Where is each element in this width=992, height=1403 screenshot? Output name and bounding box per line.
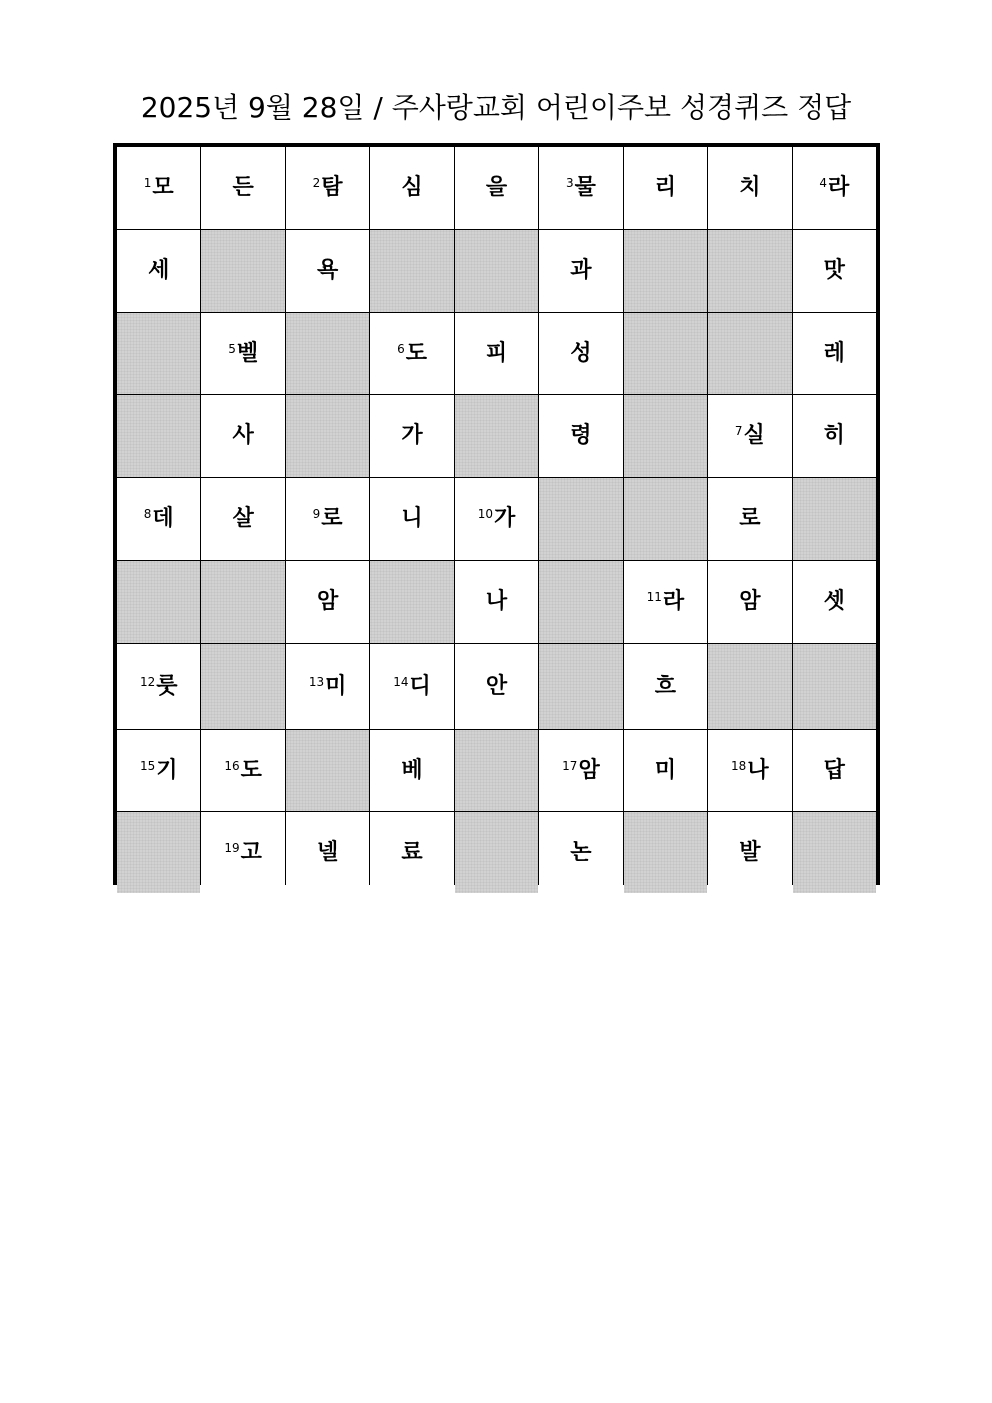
answer-cell [708, 561, 791, 643]
clue-number: 3 [565, 176, 574, 190]
answer-cell [201, 395, 284, 477]
answer-cell [286, 644, 369, 729]
answer-cell [793, 147, 876, 229]
blocked-cell [708, 230, 791, 312]
answer-letter: 기 [156, 757, 178, 783]
answer-cell-content [478, 508, 516, 530]
answer-cell [708, 812, 791, 893]
clue-number: 17 [562, 758, 578, 773]
answer-letter: 맛 [823, 258, 845, 283]
answer-cell [539, 147, 622, 229]
answer-cell [370, 478, 453, 560]
answer-cell-content [824, 260, 845, 282]
clue-number: 5 [228, 341, 236, 356]
answer-cell [455, 644, 538, 729]
answer-letter: 피 [485, 340, 508, 366]
answer-letter: 나 [747, 757, 769, 783]
answer-cell-content [139, 673, 178, 699]
answer-cell-content [819, 177, 849, 199]
answer-letter: 과 [570, 258, 592, 283]
clue-number: 15 [139, 758, 156, 773]
blocked-cell [793, 478, 876, 560]
answer-letter: 실 [743, 423, 765, 448]
answer-letter: 고 [240, 839, 262, 865]
answer-cell-content [397, 340, 427, 366]
answer-cell [624, 730, 707, 811]
crossword-grid [113, 143, 880, 885]
answer-letter: 베 [401, 757, 423, 783]
answer-cell [455, 561, 538, 643]
answer-cell [793, 730, 876, 811]
answer-letter: 답 [823, 757, 845, 783]
answer-cell [201, 147, 284, 229]
blocked-cell [624, 230, 707, 312]
answer-cell-content [731, 757, 769, 783]
answer-cell-content [570, 260, 591, 282]
answer-cell [455, 478, 538, 560]
answer-cell-content [654, 757, 677, 783]
answer-cell-content [655, 177, 676, 199]
answer-letter: 탐 [321, 175, 343, 200]
answer-cell-content [485, 340, 508, 366]
answer-letter: 을 [485, 175, 508, 200]
answer-cell [455, 147, 538, 229]
answer-cell-content [823, 340, 845, 366]
blocked-cell [793, 644, 876, 729]
answer-letter: 세 [148, 258, 170, 283]
blocked-cell [793, 812, 876, 893]
answer-cell [117, 730, 200, 811]
answer-cell-content [739, 177, 760, 199]
answer-letter: 심 [401, 175, 423, 200]
page-title: 2025년 9월 28일 / 주사랑교회 어린이주보 성경퀴즈 정답 [140, 91, 852, 124]
answer-letter: 가 [494, 506, 516, 531]
answer-cell [455, 313, 538, 394]
answer-letter: 료 [401, 839, 423, 865]
answer-cell [201, 313, 284, 394]
answer-cell-content [228, 340, 259, 366]
blocked-cell [117, 313, 200, 394]
answer-letter: 룻 [156, 673, 178, 699]
answer-cell-content [144, 177, 174, 199]
answer-letter: 셋 [823, 589, 845, 614]
answer-cell-content [144, 508, 174, 530]
answer-cell [286, 147, 369, 229]
answer-cell [201, 730, 284, 811]
answer-letter: 넬 [316, 839, 339, 865]
answer-cell-content [566, 177, 596, 199]
answer-cell-content [393, 673, 431, 699]
answer-cell-content [316, 839, 339, 865]
answer-letter: 살 [232, 506, 254, 531]
answer-cell-content [224, 757, 262, 783]
answer-letter: 로 [321, 506, 343, 531]
answer-cell-content [570, 340, 592, 366]
answer-letter: 치 [739, 175, 761, 200]
answer-letter: 리 [654, 175, 677, 200]
answer-letter: 암 [739, 589, 761, 614]
answer-letter: 령 [570, 423, 592, 448]
answer-cell-content [401, 757, 423, 783]
answer-letter: 라 [662, 589, 685, 614]
blocked-cell [201, 230, 284, 312]
answer-letter: 욕 [316, 258, 339, 283]
answer-letter: 발 [739, 839, 761, 865]
answer-cell-content [401, 839, 423, 865]
answer-cell-content [486, 591, 507, 613]
answer-cell-content [233, 177, 254, 199]
answer-cell [793, 313, 876, 394]
answer-letter: 흐 [654, 673, 677, 699]
answer-cell [539, 395, 622, 477]
answer-cell [117, 230, 200, 312]
clue-number: 7 [734, 424, 743, 438]
answer-cell [117, 147, 200, 229]
clue-number: 16 [224, 758, 240, 773]
blocked-cell [117, 561, 200, 643]
answer-cell-content [401, 508, 422, 530]
answer-cell-content [224, 839, 262, 865]
answer-letter: 안 [485, 673, 508, 699]
answer-cell-content [647, 591, 685, 613]
blocked-cell [117, 812, 200, 893]
blocked-cell [286, 730, 369, 811]
answer-letter: 나 [485, 589, 508, 614]
answer-cell [539, 230, 622, 312]
answer-cell-content [313, 177, 343, 199]
answer-cell-content [317, 260, 338, 282]
answer-cell [539, 730, 622, 811]
answer-cell-content [485, 673, 508, 699]
blocked-cell [455, 812, 538, 893]
answer-cell-content [148, 260, 169, 282]
clue-number: 8 [143, 507, 152, 521]
answer-letter: 모 [152, 175, 174, 200]
answer-cell [370, 313, 453, 394]
blocked-cell [370, 230, 453, 312]
blocked-cell [455, 230, 538, 312]
answer-cell [708, 395, 791, 477]
answer-cell-content [824, 591, 845, 613]
answer-cell-content [317, 591, 338, 613]
answer-cell [793, 561, 876, 643]
answer-cell [793, 395, 876, 477]
answer-letter: 니 [401, 506, 423, 531]
answer-cell [624, 644, 707, 729]
clue-number: 19 [224, 840, 240, 855]
blocked-cell [370, 561, 453, 643]
clue-number: 13 [308, 674, 325, 689]
answer-cell-content [735, 425, 765, 447]
blocked-cell [539, 644, 622, 729]
blocked-cell [117, 395, 200, 477]
answer-cell-content [313, 508, 343, 530]
answer-cell [708, 730, 791, 811]
blocked-cell [201, 644, 284, 729]
clue-number: 4 [819, 176, 827, 190]
answer-letter: 물 [574, 175, 596, 200]
answer-cell-content [823, 757, 845, 783]
blocked-cell [624, 313, 707, 394]
blocked-cell [539, 561, 622, 643]
answer-letter: 사 [232, 423, 254, 448]
answer-letter: 암 [316, 589, 339, 614]
answer-cell [708, 478, 791, 560]
answer-letter: 라 [827, 175, 850, 200]
answer-cell [286, 812, 369, 893]
blocked-cell [286, 395, 369, 477]
blocked-cell [708, 313, 791, 394]
answer-cell-content [654, 673, 677, 699]
answer-cell [708, 147, 791, 229]
answer-cell [793, 230, 876, 312]
clue-number: 18 [731, 758, 747, 773]
blocked-cell [455, 730, 538, 811]
clue-number: 9 [312, 507, 321, 521]
answer-cell-content [233, 425, 254, 447]
answer-cell-content [139, 757, 178, 783]
answer-cell [624, 561, 707, 643]
answer-cell [201, 812, 284, 893]
answer-letter: 미 [325, 673, 347, 699]
answer-cell [370, 812, 453, 893]
blocked-cell [286, 313, 369, 394]
answer-cell-content [401, 177, 422, 199]
answer-letter: 레 [823, 340, 845, 366]
clue-number: 1 [143, 176, 152, 190]
answer-cell-content [233, 508, 254, 530]
answer-cell [370, 395, 453, 477]
answer-letter: 미 [654, 757, 677, 783]
answer-cell [370, 644, 453, 729]
blocked-cell [539, 478, 622, 560]
answer-cell [286, 478, 369, 560]
answer-letter: 도 [240, 757, 262, 783]
answer-letter: 벨 [236, 340, 259, 366]
clue-number: 14 [393, 674, 409, 689]
clue-number: 12 [139, 674, 156, 689]
answer-cell-content [570, 839, 592, 865]
clue-number: 10 [477, 507, 493, 521]
answer-cell [539, 313, 622, 394]
blocked-cell [708, 644, 791, 729]
blocked-cell [624, 478, 707, 560]
answer-cell-content [562, 757, 600, 783]
answer-cell [201, 478, 284, 560]
blocked-cell [624, 395, 707, 477]
answer-cell [624, 147, 707, 229]
answer-cell [370, 730, 453, 811]
answer-letter: 로 [739, 506, 761, 531]
answer-cell-content [570, 425, 591, 447]
answer-cell [117, 478, 200, 560]
answer-letter: 히 [823, 423, 845, 448]
answer-letter: 가 [401, 423, 423, 448]
answer-letter: 암 [578, 757, 600, 783]
answer-cell [286, 230, 369, 312]
answer-cell-content [739, 591, 760, 613]
clue-number: 2 [312, 176, 321, 190]
answer-cell-content [401, 425, 422, 447]
answer-letter: 도 [405, 340, 427, 366]
clue-number: 11 [646, 590, 662, 604]
answer-cell-content [486, 177, 507, 199]
answer-letter: 디 [409, 673, 431, 699]
answer-cell-content [824, 425, 845, 447]
answer-cell [286, 561, 369, 643]
answer-cell-content [739, 839, 761, 865]
answer-cell [370, 147, 453, 229]
answer-letter: 데 [152, 506, 174, 531]
answer-cell-content [739, 508, 760, 530]
answer-cell [117, 644, 200, 729]
blocked-cell [201, 561, 284, 643]
answer-letter: 든 [232, 175, 254, 200]
answer-cell-content [308, 673, 347, 699]
answer-cell [539, 812, 622, 893]
answer-letter: 논 [570, 839, 592, 865]
answer-letter: 성 [570, 340, 592, 366]
blocked-cell [624, 812, 707, 893]
clue-number: 6 [397, 341, 405, 356]
blocked-cell [455, 395, 538, 477]
